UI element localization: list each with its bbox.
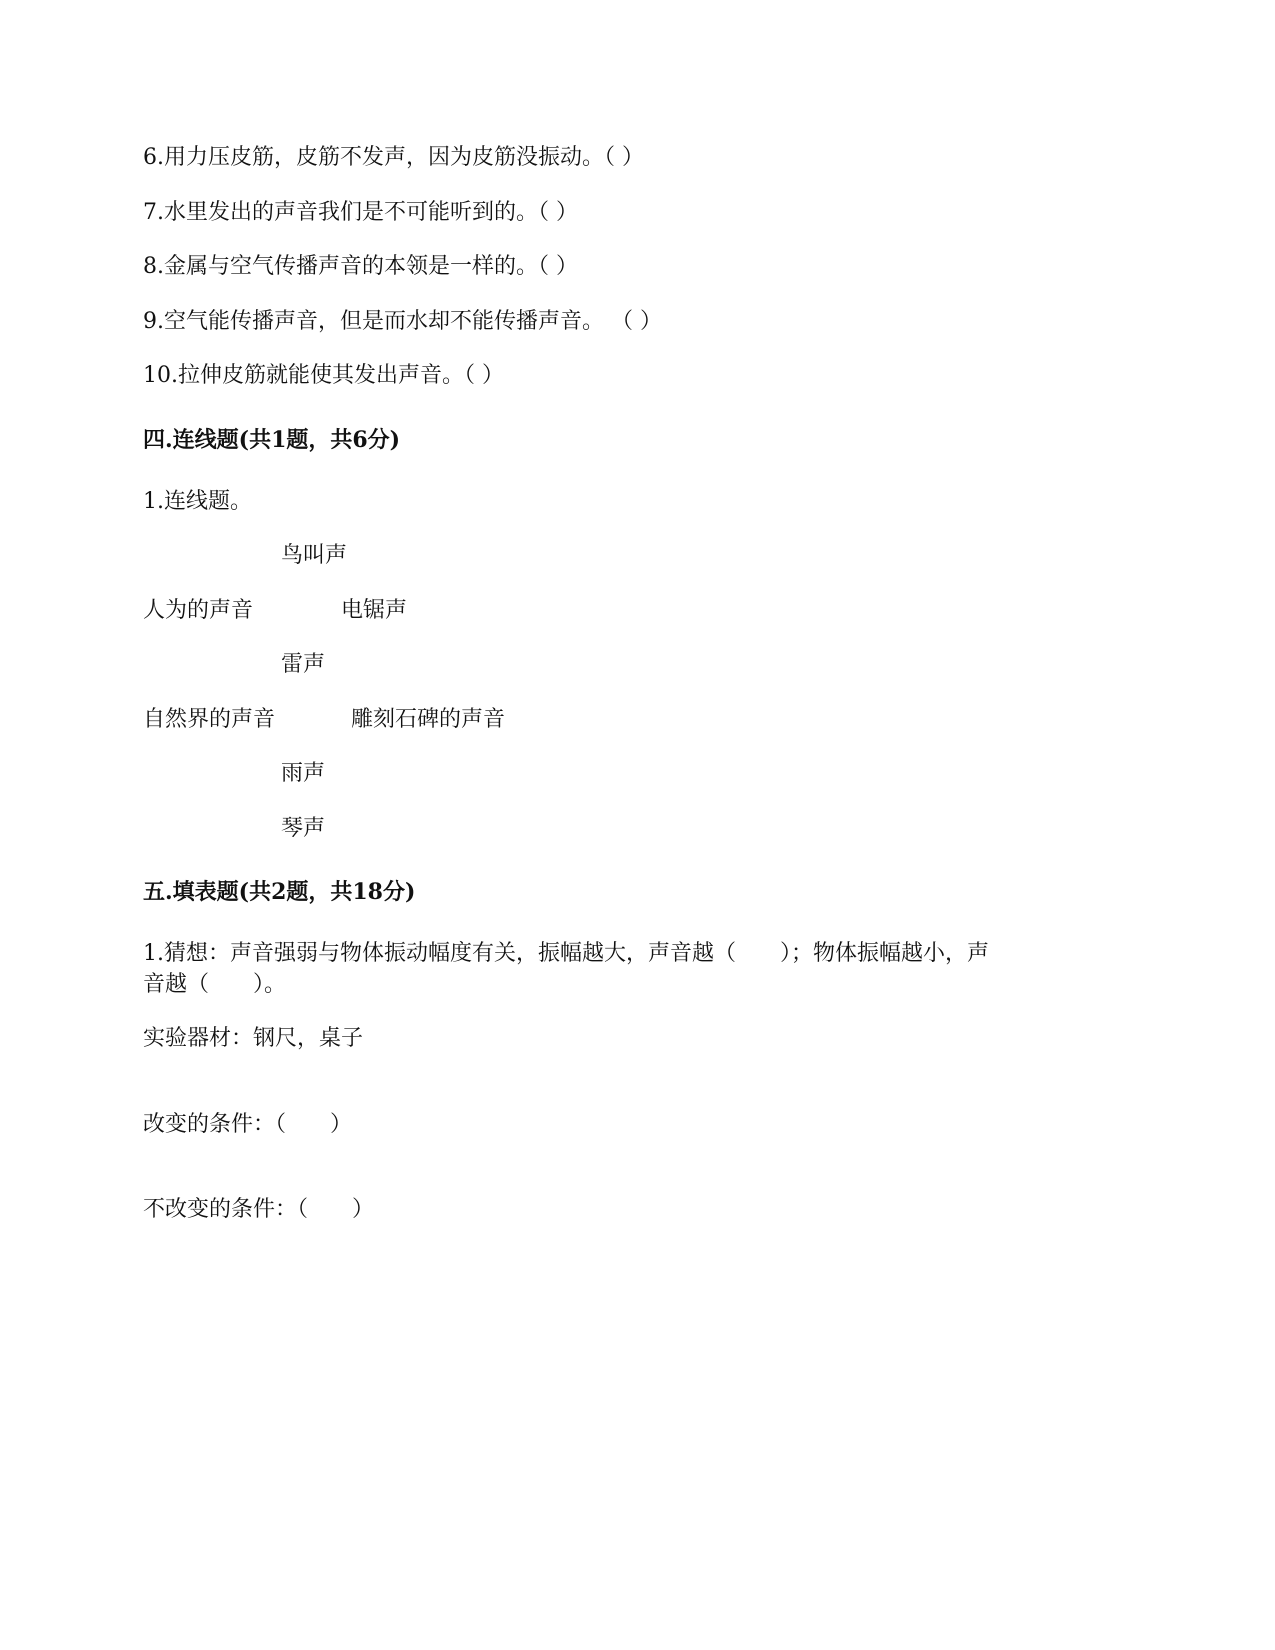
judgement-item-9: 9.空气能传播声音，但是而水却不能传播声音。 （ ） <box>143 309 662 334</box>
matching-left-manmade: 人为的声音 <box>143 598 254 623</box>
matching-question: 1.连线题。 <box>143 489 252 514</box>
changed-condition: 改变的条件：（ ） <box>143 1112 353 1137</box>
matching-right-bird: 鸟叫声 <box>281 543 348 568</box>
judgement-item-7: 7.水里发出的声音我们是不可能听到的。（ ） <box>143 200 578 225</box>
judgement-item-6: 6.用力压皮筋，皮筋不发声，因为皮筋没振动。（ ） <box>143 145 644 170</box>
matching-right-carving: 雕刻石碑的声音 <box>351 707 506 732</box>
fill-question-line-1: 1.猜想：声音强弱与物体振动幅度有关，振幅越大，声音越（ ）；物体振幅越小，声 <box>143 941 989 966</box>
judgement-item-8: 8.金属与空气传播声音的本领是一样的。（ ） <box>143 254 578 279</box>
judgement-item-10: 10.拉伸皮筋就能使其发出声音。（ ） <box>143 363 504 388</box>
matching-right-chainsaw: 电锯声 <box>341 598 408 623</box>
section-4-heading: 四.连线题(共1题，共6分) <box>143 427 401 453</box>
matching-right-thunder: 雷声 <box>281 652 326 677</box>
matching-right-piano: 琴声 <box>281 816 326 841</box>
unchanged-condition: 不改变的条件：（ ） <box>143 1197 375 1222</box>
fill-question-line-2: 音越（ ）。 <box>143 972 287 997</box>
matching-right-rain: 雨声 <box>281 761 326 786</box>
experiment-materials: 实验器材：钢尺，桌子 <box>143 1026 364 1051</box>
matching-left-natural: 自然界的声音 <box>143 707 276 732</box>
section-5-heading: 五.填表题(共2题，共18分) <box>143 879 416 905</box>
